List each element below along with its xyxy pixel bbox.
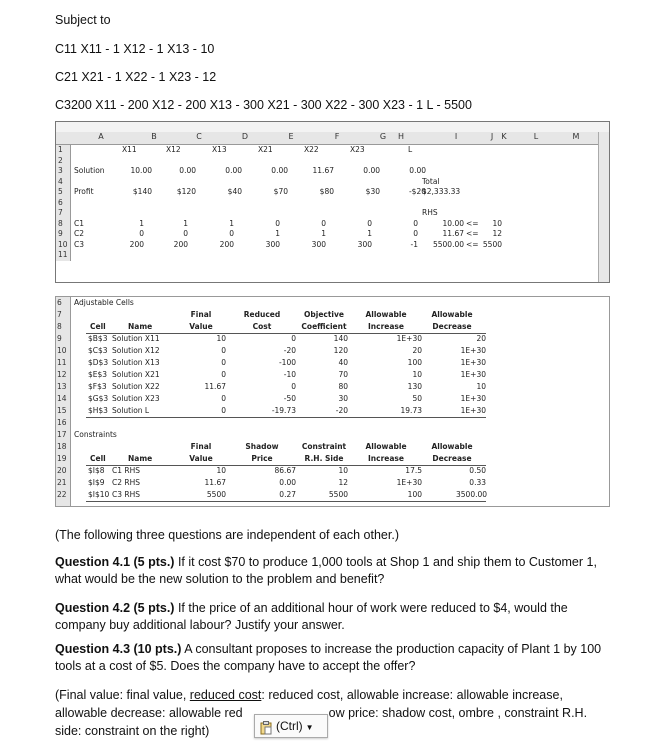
coef-value[interactable]: 200 [173,239,188,249]
profit-value[interactable]: $120 [176,187,196,196]
report-row-19[interactable]: 19 [57,454,67,463]
adj-cell[interactable]: $G$3 [88,394,109,403]
adj-final[interactable]: 0 [221,370,226,379]
lhs-value[interactable]: 5500.00 [432,239,464,249]
con-final[interactable]: 11.67 [204,478,226,487]
coef-value[interactable]: 0 [413,218,418,228]
paste-options-button[interactable] [254,714,328,738]
report-row-14[interactable]: 14 [57,394,67,403]
head-dec2: Decrease [432,322,472,331]
chevron-down-icon: ▼ [305,723,314,732]
glossary-a: (Final value: final value, [55,688,190,702]
coef-value[interactable]: 0 [229,229,234,238]
rhs-value[interactable]: 12 [492,229,502,238]
operator[interactable]: <= [466,218,479,228]
divider [86,501,486,502]
adj-cell[interactable]: $C$3 [88,346,108,355]
adj-name[interactable]: Solution X11 [112,334,160,343]
solution-value[interactable]: 11.67 [312,166,334,175]
lhs-value[interactable]: 11.67 [442,229,464,238]
adj-increase[interactable]: 19.73 [400,406,422,415]
head-final2: Value [189,322,213,331]
var-header[interactable]: L [408,145,413,154]
adj-decrease[interactable]: 20 [476,334,486,343]
report-row-18[interactable]: 18 [57,442,67,451]
row-1[interactable]: 1 [58,145,63,154]
col-l[interactable]: L [533,132,539,141]
adj-reduced-cost[interactable]: 0 [291,382,296,391]
report-row-17[interactable]: 17 [57,430,67,439]
solution-value[interactable]: 0.00 [271,166,288,175]
spreadsheet-model [55,121,610,283]
rhs-value[interactable]: 5500 [482,239,502,249]
row-6[interactable]: 6 [58,197,63,207]
coef-value[interactable]: 300 [357,239,372,249]
chead-final2: Value [189,454,213,463]
col-g[interactable]: G [379,132,387,141]
row-11[interactable]: 11 [58,250,68,259]
total-value[interactable]: $2,333.33 [422,187,461,196]
adj-increase[interactable]: 50 [412,394,422,403]
col-i[interactable]: I [454,132,458,141]
report-row-6[interactable]: 6 [57,298,62,307]
adj-increase[interactable]: 1E+30 [396,334,422,343]
con-cell[interactable]: $I$9 [88,478,105,487]
adj-reduced-cost[interactable]: -20 [283,346,296,355]
adjustable-cells-title[interactable]: Adjustable Cells [74,298,134,307]
con-name[interactable]: C1 RHS [112,466,141,475]
report-row-20[interactable]: 20 [57,466,67,475]
con-rhs[interactable]: 10 [338,466,348,475]
solution-value[interactable]: 0.00 [409,166,426,175]
report-row-22[interactable]: 22 [57,490,67,499]
row-4[interactable]: 4 [58,176,63,186]
head-name: Name [128,322,153,331]
adj-cell[interactable]: $D$3 [88,358,109,367]
coef-value[interactable]: 1 [275,229,280,238]
col-f[interactable]: F [334,132,340,141]
profit-label[interactable]: Profit [74,187,94,196]
adj-cell[interactable]: $H$3 [88,406,108,415]
report-row-16[interactable]: 16 [57,418,67,427]
coef-value[interactable]: 0 [275,218,280,228]
adj-final[interactable]: 11.67 [204,382,226,391]
adj-decrease[interactable]: 1E+30 [460,394,486,403]
chead-inc2: Increase [368,454,404,463]
row-headers [56,145,71,261]
adj-increase[interactable]: 20 [412,346,422,355]
col-e[interactable]: E [288,132,294,141]
adj-objective[interactable]: 120 [333,346,348,355]
sensitivity-report [55,296,610,507]
coef-value[interactable]: 0 [321,218,326,228]
adj-reduced-cost[interactable]: -100 [278,358,296,367]
column-headers [56,132,609,145]
adj-name[interactable]: Solution X23 [112,394,160,403]
chead-rhs: Constraint [301,442,347,451]
adj-decrease[interactable]: 1E+30 [460,346,486,355]
q43-label: Question 4.3 (10 pts.) [55,642,182,656]
report-row-8[interactable]: 8 [57,322,62,331]
con-name[interactable]: C3 RHS [112,490,141,499]
intro-text: (The following three questions are independent of each other.) [55,528,399,542]
profit-value[interactable]: $30 [365,187,380,196]
var-header[interactable]: X23 [350,145,365,154]
adj-final[interactable]: 0 [221,358,226,367]
rhs-value[interactable]: 10 [492,218,502,228]
row-2[interactable]: 2 [58,155,63,165]
question-4-1 [55,554,615,588]
adj-reduced-cost[interactable]: -50 [283,394,296,403]
constraint-name[interactable]: C2 [74,229,85,238]
constraints-title[interactable]: Constraints [74,430,117,439]
row-8[interactable]: 8 [58,218,63,228]
glossary-b: : reduced cost, allowable increase: allowable increase, allowable decrease: allowable red [55,688,563,720]
con-final[interactable]: 10 [216,466,226,475]
clipboard-icon [259,720,273,734]
head-objective2: Coefficient [301,322,347,331]
con-rhs[interactable]: 12 [338,478,348,487]
report-row-10[interactable]: 10 [57,346,67,355]
coef-value[interactable]: 0 [367,218,372,228]
adj-objective[interactable]: 70 [338,370,348,379]
con-increase[interactable]: 17.5 [405,466,422,475]
rhs-label[interactable]: RHS [422,208,438,217]
adj-final[interactable]: 0 [221,346,226,355]
adj-name[interactable]: Solution X13 [112,358,160,367]
adj-cell[interactable]: $F$3 [88,382,107,391]
con-name[interactable]: C2 RHS [112,478,141,487]
var-header[interactable]: X13 [212,145,227,154]
con-shadow-price[interactable]: 0.00 [279,478,296,487]
con-decrease[interactable]: 0.50 [469,466,486,475]
adj-objective[interactable]: 140 [333,334,348,343]
solution-value[interactable]: 0.00 [225,166,242,175]
report-row-12[interactable]: 12 [57,370,67,379]
adj-name[interactable]: Solution X22 [112,382,160,391]
adj-decrease[interactable]: 1E+30 [460,370,486,379]
con-shadow-price[interactable]: 86.67 [274,466,296,475]
adj-name[interactable]: Solution L [112,406,150,415]
chead-rhs2: R.H. Side [304,454,344,463]
coef-value[interactable]: 200 [129,239,144,249]
col-h[interactable]: H [397,132,404,141]
chead-final: Final [190,442,212,451]
head-inc2: Increase [368,322,404,331]
constraint-c2: C21 X21 - 1 X22 - 1 X23 - 12 [55,70,217,84]
adj-reduced-cost[interactable]: -10 [283,370,296,379]
profit-value[interactable]: $70 [273,187,288,196]
operator[interactable]: <= [466,239,479,249]
profit-value[interactable]: $80 [319,187,334,196]
head-dec: Allowable [431,310,473,319]
constraint-c1: C11 X11 - 1 X12 - 1 X13 - 10 [55,42,215,56]
row-7[interactable]: 7 [58,208,63,217]
adj-cell[interactable]: $B$3 [88,334,108,343]
profit-value[interactable]: $140 [132,187,152,196]
q42-text: If the price of an additional hour of work were reduced to $4, would the company buy additional labour? Justify your answer. [55,601,568,632]
glossary [55,686,615,740]
con-increase[interactable]: 1E+30 [396,478,422,487]
con-decrease[interactable]: 3500.00 [456,490,488,499]
chead-inc: Allowable [365,442,407,451]
adj-objective[interactable]: 80 [338,382,348,391]
constraint-c3: C3200 X11 - 200 X12 - 200 X13 - 300 X21 - 300 X22 - 300 X23 - 1 L - 5500 [55,98,472,112]
glossary-underlined: reduced cost [189,688,262,702]
solution-value[interactable]: 0.00 [363,166,380,175]
con-rhs[interactable]: 5500 [328,490,348,499]
chead-name: Name [128,454,153,463]
row-3[interactable]: 3 [58,166,63,175]
adj-final[interactable]: 10 [216,334,226,343]
col-b[interactable]: B [151,132,157,141]
chead-dec: Allowable [431,442,473,451]
row-10[interactable]: 10 [58,239,68,249]
operator[interactable]: <= [466,229,479,238]
row-9[interactable]: 9 [58,229,63,238]
q42-label: Question 4.2 (5 pts.) [55,601,175,615]
profit-value[interactable]: $40 [227,187,242,196]
adj-name[interactable]: Solution X21 [112,370,160,379]
coef-value[interactable]: 1 [367,229,372,238]
chead-cell: Cell [90,454,106,463]
adj-cell[interactable]: $E$3 [88,370,108,379]
coef-value[interactable]: 1 [321,229,326,238]
report-row-9[interactable]: 9 [57,334,62,343]
con-cell[interactable]: $I$8 [88,466,105,475]
var-header[interactable]: X12 [166,145,181,154]
adj-reduced-cost[interactable]: 0 [291,334,296,343]
head-reduced: Reduced [243,310,281,319]
ctrl-label: (Ctrl) [276,719,303,733]
vertical-scrollbar[interactable] [598,132,609,282]
adj-increase[interactable]: 10 [412,370,422,379]
q41-label: Question 4.1 (5 pts.) [55,555,175,569]
profit-value[interactable]: -$20 [408,187,426,196]
var-header[interactable]: X11 [122,145,137,154]
chead-dec2: Decrease [432,454,472,463]
adj-reduced-cost[interactable]: -19.73 [271,406,296,415]
chead-shadow: Shadow [245,442,279,451]
var-header[interactable]: X21 [258,145,273,154]
coef-value[interactable]: 1 [139,218,144,228]
col-d[interactable]: D [241,132,249,141]
adj-final[interactable]: 0 [221,394,226,403]
report-row-13[interactable]: 13 [57,382,67,391]
constraint-name[interactable]: C1 [74,218,85,228]
con-increase[interactable]: 100 [407,490,422,499]
adj-decrease[interactable]: 1E+30 [460,358,486,367]
con-final[interactable]: 5500 [206,490,226,499]
report-row-21[interactable]: 21 [57,478,67,487]
col-k[interactable]: K [501,132,507,141]
coef-value[interactable]: 200 [219,239,234,249]
coef-value[interactable]: 300 [265,239,280,249]
head-objective: Objective [304,310,344,319]
report-row-15[interactable]: 15 [57,406,67,415]
report-row-headers [56,297,71,506]
coef-value[interactable]: 300 [311,239,326,249]
head-final: Final [190,310,212,319]
total-label[interactable]: Total [422,176,440,186]
adj-decrease[interactable]: 10 [476,382,486,391]
solution-value[interactable]: 0.00 [179,166,196,175]
adj-objective[interactable]: 30 [338,394,348,403]
row-5[interactable]: 5 [58,187,63,196]
head-reduced2: Cost [252,322,272,331]
lhs-value[interactable]: 10.00 [442,218,464,228]
solution-value[interactable]: 10.00 [130,166,152,175]
coef-value[interactable]: 1 [183,218,188,228]
q43-text: A consultant proposes to increase the production capacity of Plant 1 by 100 tools at a cost of $5. Does the company have to accept the offer? [55,642,602,673]
question-4-3 [55,641,615,675]
adj-name[interactable]: Solution X12 [112,346,160,355]
coef-value[interactable]: 0 [183,229,188,238]
var-header[interactable]: X22 [304,145,319,154]
coef-value[interactable]: -1 [410,239,418,249]
adj-objective[interactable]: -20 [335,406,348,415]
q41-text: If it cost $70 to produce 1,000 tools at Shop 1 and ship them to Customer 1, what would be the new solution to the problem and benefit? [55,555,597,586]
adj-objective[interactable]: 40 [338,358,348,367]
report-row-11[interactable]: 11 [57,358,67,367]
head-cell: Cell [90,322,106,331]
adj-increase[interactable]: 130 [407,382,422,391]
con-shadow-price[interactable]: 0.27 [279,490,296,499]
constraint-name[interactable]: C3 [74,239,85,249]
col-c[interactable]: C [196,132,202,141]
subject-to: Subject to [55,13,111,27]
adj-final[interactable]: 0 [221,406,226,415]
col-j[interactable]: J [490,132,494,141]
con-decrease[interactable]: 0.33 [469,478,486,487]
chead-shadow2: Price [251,454,273,463]
solution-label[interactable]: Solution [74,166,105,175]
report-row-7[interactable]: 7 [57,310,62,319]
col-m[interactable]: M [572,132,580,141]
head-inc: Allowable [365,310,407,319]
con-cell[interactable]: $I$10 [88,490,110,499]
divider [86,417,486,418]
adj-increase[interactable]: 100 [407,358,422,367]
coef-value[interactable]: 1 [229,218,234,228]
coef-value[interactable]: 0 [139,229,144,238]
col-a[interactable]: A [98,132,104,141]
adj-decrease[interactable]: 1E+30 [460,406,486,415]
glossary-c: ow price: shadow cost, ombre , constraint R.H. side: constraint on the right) [55,706,588,738]
coef-value[interactable]: 0 [413,229,418,238]
question-4-2 [55,600,615,634]
